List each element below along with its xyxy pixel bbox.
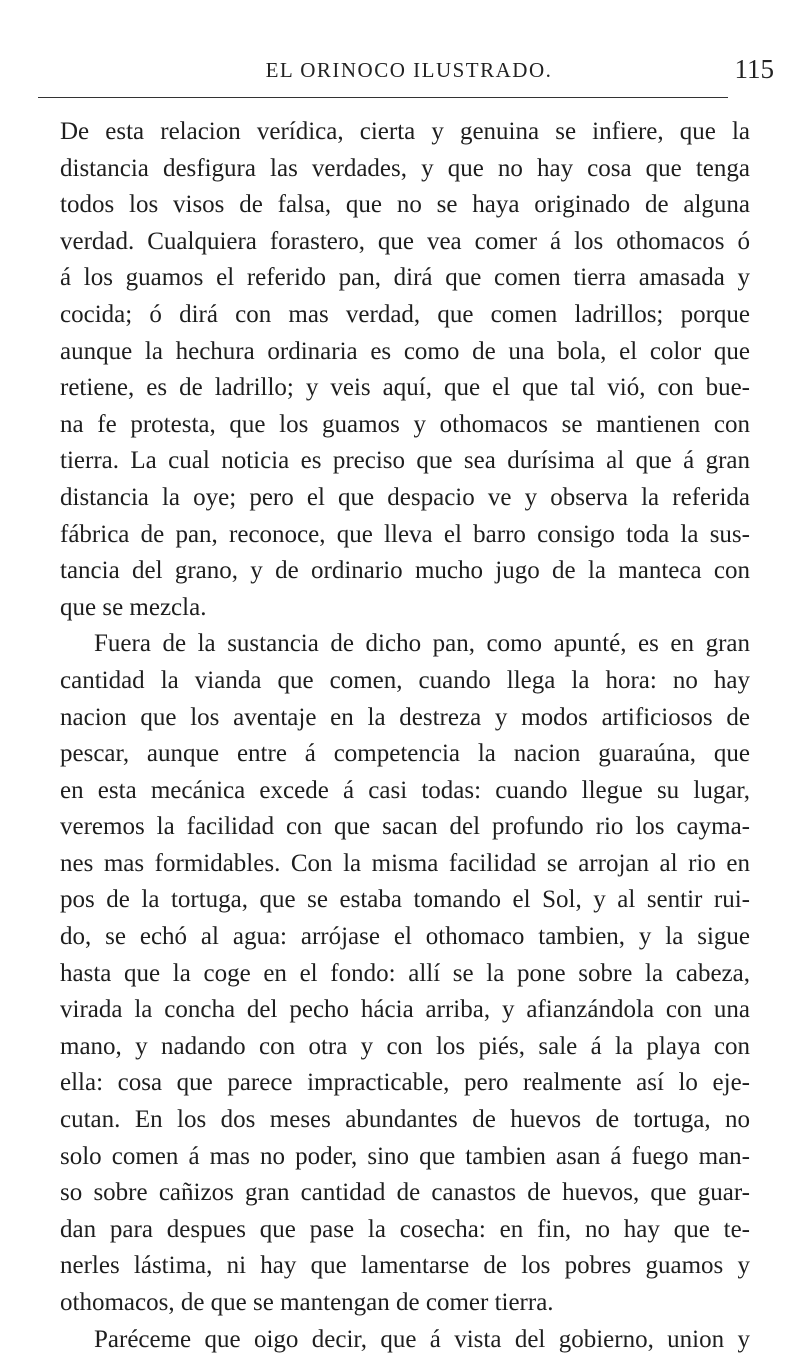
text-line: cocida; ó dirá con mas verdad, que comen ladrillos; porque [60, 300, 750, 328]
text-line: todos los visos de falsa, que no se haya originado de alguna [60, 191, 750, 219]
page-number: 115 [734, 54, 774, 84]
text-line: retiene, es de ladrillo; y veis aquí, que el que tal vió, con bue- [60, 374, 750, 402]
text-line: nacion que los aventaje en la destreza y modos artificiosos de [60, 703, 750, 731]
text-line: solo comen á mas no poder, sino que tambien asan á fuego man- [60, 1142, 750, 1170]
text-line: Fuera de la sustancia de dicho pan, como apunté, es en gran [94, 630, 750, 658]
text-line: fábrica de pan, reconoce, que lleva el barro consigo toda la sus- [60, 520, 750, 548]
text-line: tancia del grano, y de ordinario mucho jugo de la manteca con [60, 557, 750, 585]
text-line: verdad. Cualquiera forastero, que vea comer á los othomacos ó [60, 227, 750, 255]
text-line: aunque la hechura ordinaria es como de una bola, el color que [60, 337, 750, 365]
text-line: en esta mecánica excede á casi todas: cuando llegue su lugar, [60, 776, 750, 804]
page-header [44, 52, 774, 92]
text-line: cutan. En los dos meses abundantes de huevos de tortuga, no [60, 1106, 750, 1134]
text-line: distancia desfigura las verdades, y que no hay cosa que tenga [60, 154, 750, 182]
paragraph [60, 626, 750, 1321]
paragraph [60, 1322, 750, 1358]
text-line: so sobre cañizos gran cantidad de canastos de huevos, que guar- [60, 1179, 750, 1207]
text-line: que se mezcla. [60, 593, 207, 621]
text-line: othomacos, de que se mantengan de comer tierra. [60, 1289, 554, 1316]
text-line: tierra. La cual noticia es preciso que sea durísima al que á gran [60, 447, 750, 475]
text-line: mano, y nadando con otra y con los piés, sale á la playa con [60, 1032, 750, 1060]
text-line: á los guamos el referido pan, dirá que comen tierra amasada y [60, 264, 750, 292]
text-line: dan para despues que pase la cosecha: en fin, no hay que te- [60, 1215, 750, 1243]
text-line: Paréceme que oigo decir, que á vista del gobierno, union y [94, 1325, 750, 1353]
header-rule [38, 97, 728, 98]
text-line: virada la concha del pecho hácia arriba, y afianzándola con una [60, 996, 750, 1024]
text-line: ella: cosa que parece impracticable, pero realmente así lo eje- [60, 1069, 750, 1097]
text-line: nes mas formidables. Con la misma facilidad se arrojan al rio en [60, 849, 750, 877]
text-line: na fe protesta, que los guamos y othomacos se mantienen con [60, 410, 750, 438]
body-text [60, 114, 750, 1358]
text-line: nerles lástima, ni hay que lamentarse de los pobres guamos y [60, 1252, 750, 1280]
text-line: cantidad la vianda que comen, cuando llega la hora: no hay [60, 666, 750, 694]
paragraph [60, 114, 750, 626]
text-line: pos de la tortuga, que se estaba tomando el Sol, y al sentir rui- [60, 886, 750, 914]
running-title: EL ORINOCO ILUSTRADO. [265, 58, 553, 82]
text-line: do, se echó al agua: arrójase el othomaco tambien, y la sigue [60, 923, 750, 951]
text-line: pescar, aunque entre á competencia la nacion guaraúna, que [60, 740, 750, 768]
text-line: veremos la facilidad con que sacan del profundo rio los cayma- [60, 813, 750, 841]
text-line: hasta que la coge en el fondo: allí se la pone sobre la cabeza, [60, 959, 750, 987]
text-line: De esta relacion verídica, cierta y genuina se infiere, que la [60, 118, 750, 145]
text-line: distancia la oye; pero el que despacio ve y observa la referida [60, 483, 750, 511]
